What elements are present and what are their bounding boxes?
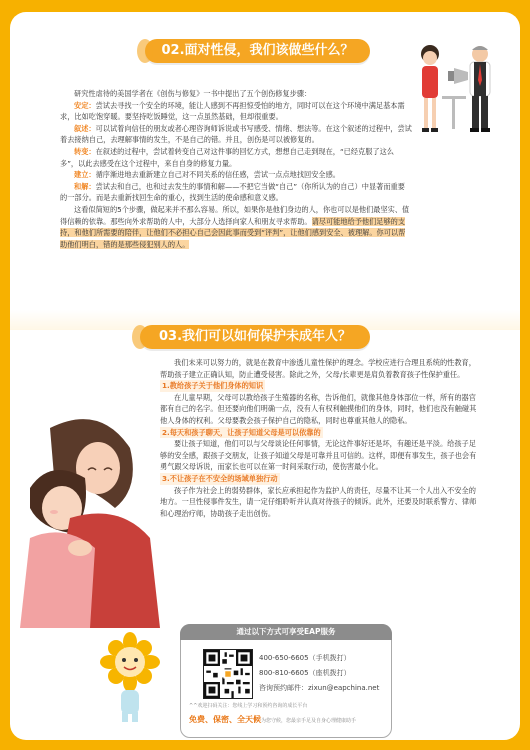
step-text: 在叙述的过程中，尝试着转变自己对这件事的回忆方式，想想自己走到现在，“已经克服了这么多”，以此去感受在这个过程中，来自自身的修复力量。 — [60, 146, 394, 168]
item-3-heading-row — [160, 473, 480, 485]
section-1-intro: 研究性虐待的美国学者在《创伤与修复》一书中提出了五个创伤修复步骤： — [74, 89, 312, 98]
step-term: 安定： — [74, 100, 96, 110]
section-2-intro: 我们未来可以努力的，就是在教育中渗透儿童性保护的理念。学校应进行合理且系统的性教育，帮助孩子建立正确认知，防止遭受侵害。除此之外，父母/长辈更是肩负着教育孩子性保护重任。 — [160, 358, 476, 379]
email-contact[interactable]: 咨询预约邮件：zixun@eapchina.net — [259, 684, 380, 692]
section-2-body — [160, 357, 480, 519]
step-reconcile — [60, 181, 412, 204]
sunflower-mascot — [95, 632, 165, 727]
closing-highlight: 请尽可能地给予他们足够的支持，和他们所需要的陪伴，让他们不必担心自己会因此事而受到“评判”，让他们感到安全、被理解。你可以帮助他们明白，错的是那些侵犯别人的人。 — [60, 216, 406, 249]
step-build — [60, 169, 412, 181]
section-title-02: 02.面对性侵，我们该做些什么？ — [145, 39, 370, 63]
step-text: 循序渐进地去重新建立自己对不同关系的信任感，尝试一点点地找回安全感。 — [95, 170, 340, 180]
item-1-heading: 1.教给孩子关于他们身体的知识 — [162, 381, 264, 391]
eap-service-box — [180, 624, 392, 738]
couple-illustration — [408, 40, 512, 140]
item-1-body: 在儿童早期，父母可以教给孩子生殖器的名称，告诉他们，就像其他身体部位一样，所有的器官都有自己的名字。但还要向他们明确一点，没有人有权利触摸他们的身体，同时，他们也没有触碰其他人身体的权利。父母要教会孩子保护自己的隐私，同时也尊重其他人的隐私。 — [160, 392, 477, 425]
section-1-body — [60, 88, 412, 250]
phone-landline[interactable]: 800-810-6605（座机拨打） — [259, 669, 351, 677]
item-3-heading: 3.不让孩子在不安全的场域单独行动 — [162, 473, 278, 483]
closing-plain: 这看似简短的5个步骤，做起来并不那么容易。所以，如果你是他们身边的人，你也可以是他们最坚实、值得信赖的依靠。那些向外求帮助的人中，大部分人选择向家人和朋友寻求帮助。 — [60, 204, 410, 226]
service-header: 通过以下方式可享受EAP服务 — [180, 624, 392, 640]
step-text: 可以试着向信任的朋友或者心理咨询师诉说或书写感受、情绪、想法等。在这个叙述的过程中，尝试着去接纳自己，去理解事情的发生，不是自己的错。并且，创伤是可以被修复的。 — [60, 123, 412, 145]
flyer-sheet — [10, 12, 520, 740]
step-term: 建立： — [74, 170, 96, 180]
item-2-body: 要让孩子知道，他们可以与父母谈论任何事情，无论这件事好还是坏，有趣还是平淡。给孩子足够的安全感，跟孩子交朋友，让孩子知道父母是可靠并且可信的。这样，即便有事发生，孩子也会有勇气跟父母诉说，而家长也可以在第一时间采取行动，使伤害最小化。 — [160, 439, 477, 472]
service-tagline — [189, 714, 389, 725]
step-text: 尝试去和自己，也和过去发生的事情和解——不把它当做“自己”（你所认为的自己）中显著而重要的一部分。而是去重新找回生命的重心，找到生活的使命感和意义感。 — [60, 181, 405, 203]
step-term: 转变： — [74, 146, 96, 156]
qr-code-icon[interactable] — [203, 649, 253, 699]
step-term: 叙述： — [74, 123, 96, 133]
section-title-03: 03.我们可以如何保护未成年人？ — [140, 325, 370, 349]
step-term: 和解： — [74, 181, 96, 191]
item-3-body: 孩子作为社会上的弱势群体，家长应承担起作为监护人的责任，尽量不让其一个人出入不安全的地方。一旦性侵事件发生，请一定仔细聆听并认真对待孩子的倾诉。此外，还要及时联系警方、律师和心理治疗师，协助孩子走出创伤。 — [160, 485, 477, 518]
item-2-heading-row — [160, 427, 480, 439]
phone-mobile[interactable]: 400-650-6605（手机拨打） — [259, 654, 351, 662]
step-text: 尝试去寻找一个安全的环境，能让人感到不再担惊受怕的地方，同时可以在这个环境中满足基本需求，比如吃饱穿暖。要坚持吃饭睡觉，这一点虽然基础，但却很重要。 — [60, 100, 405, 122]
step-transform — [60, 146, 412, 169]
contact-info — [259, 651, 379, 696]
tagline-rest: 为您守候，您最亲手足及自身心理健康助手 — [261, 718, 357, 724]
section-1-closing — [60, 204, 412, 250]
mother-child-illustration — [10, 408, 160, 628]
item-2-heading: 2.每天和孩子聊天，让孩子知道父母是可以依靠的 — [162, 427, 321, 437]
qr-note: ^^欢迎扫码关注：您线上学习和预约咨询的成长平台 — [189, 703, 308, 709]
step-safety — [60, 100, 412, 123]
item-1-heading-row — [160, 380, 480, 392]
step-narrate — [60, 123, 412, 146]
tagline-emphasis: 免费、保密、全天候 — [189, 715, 261, 724]
